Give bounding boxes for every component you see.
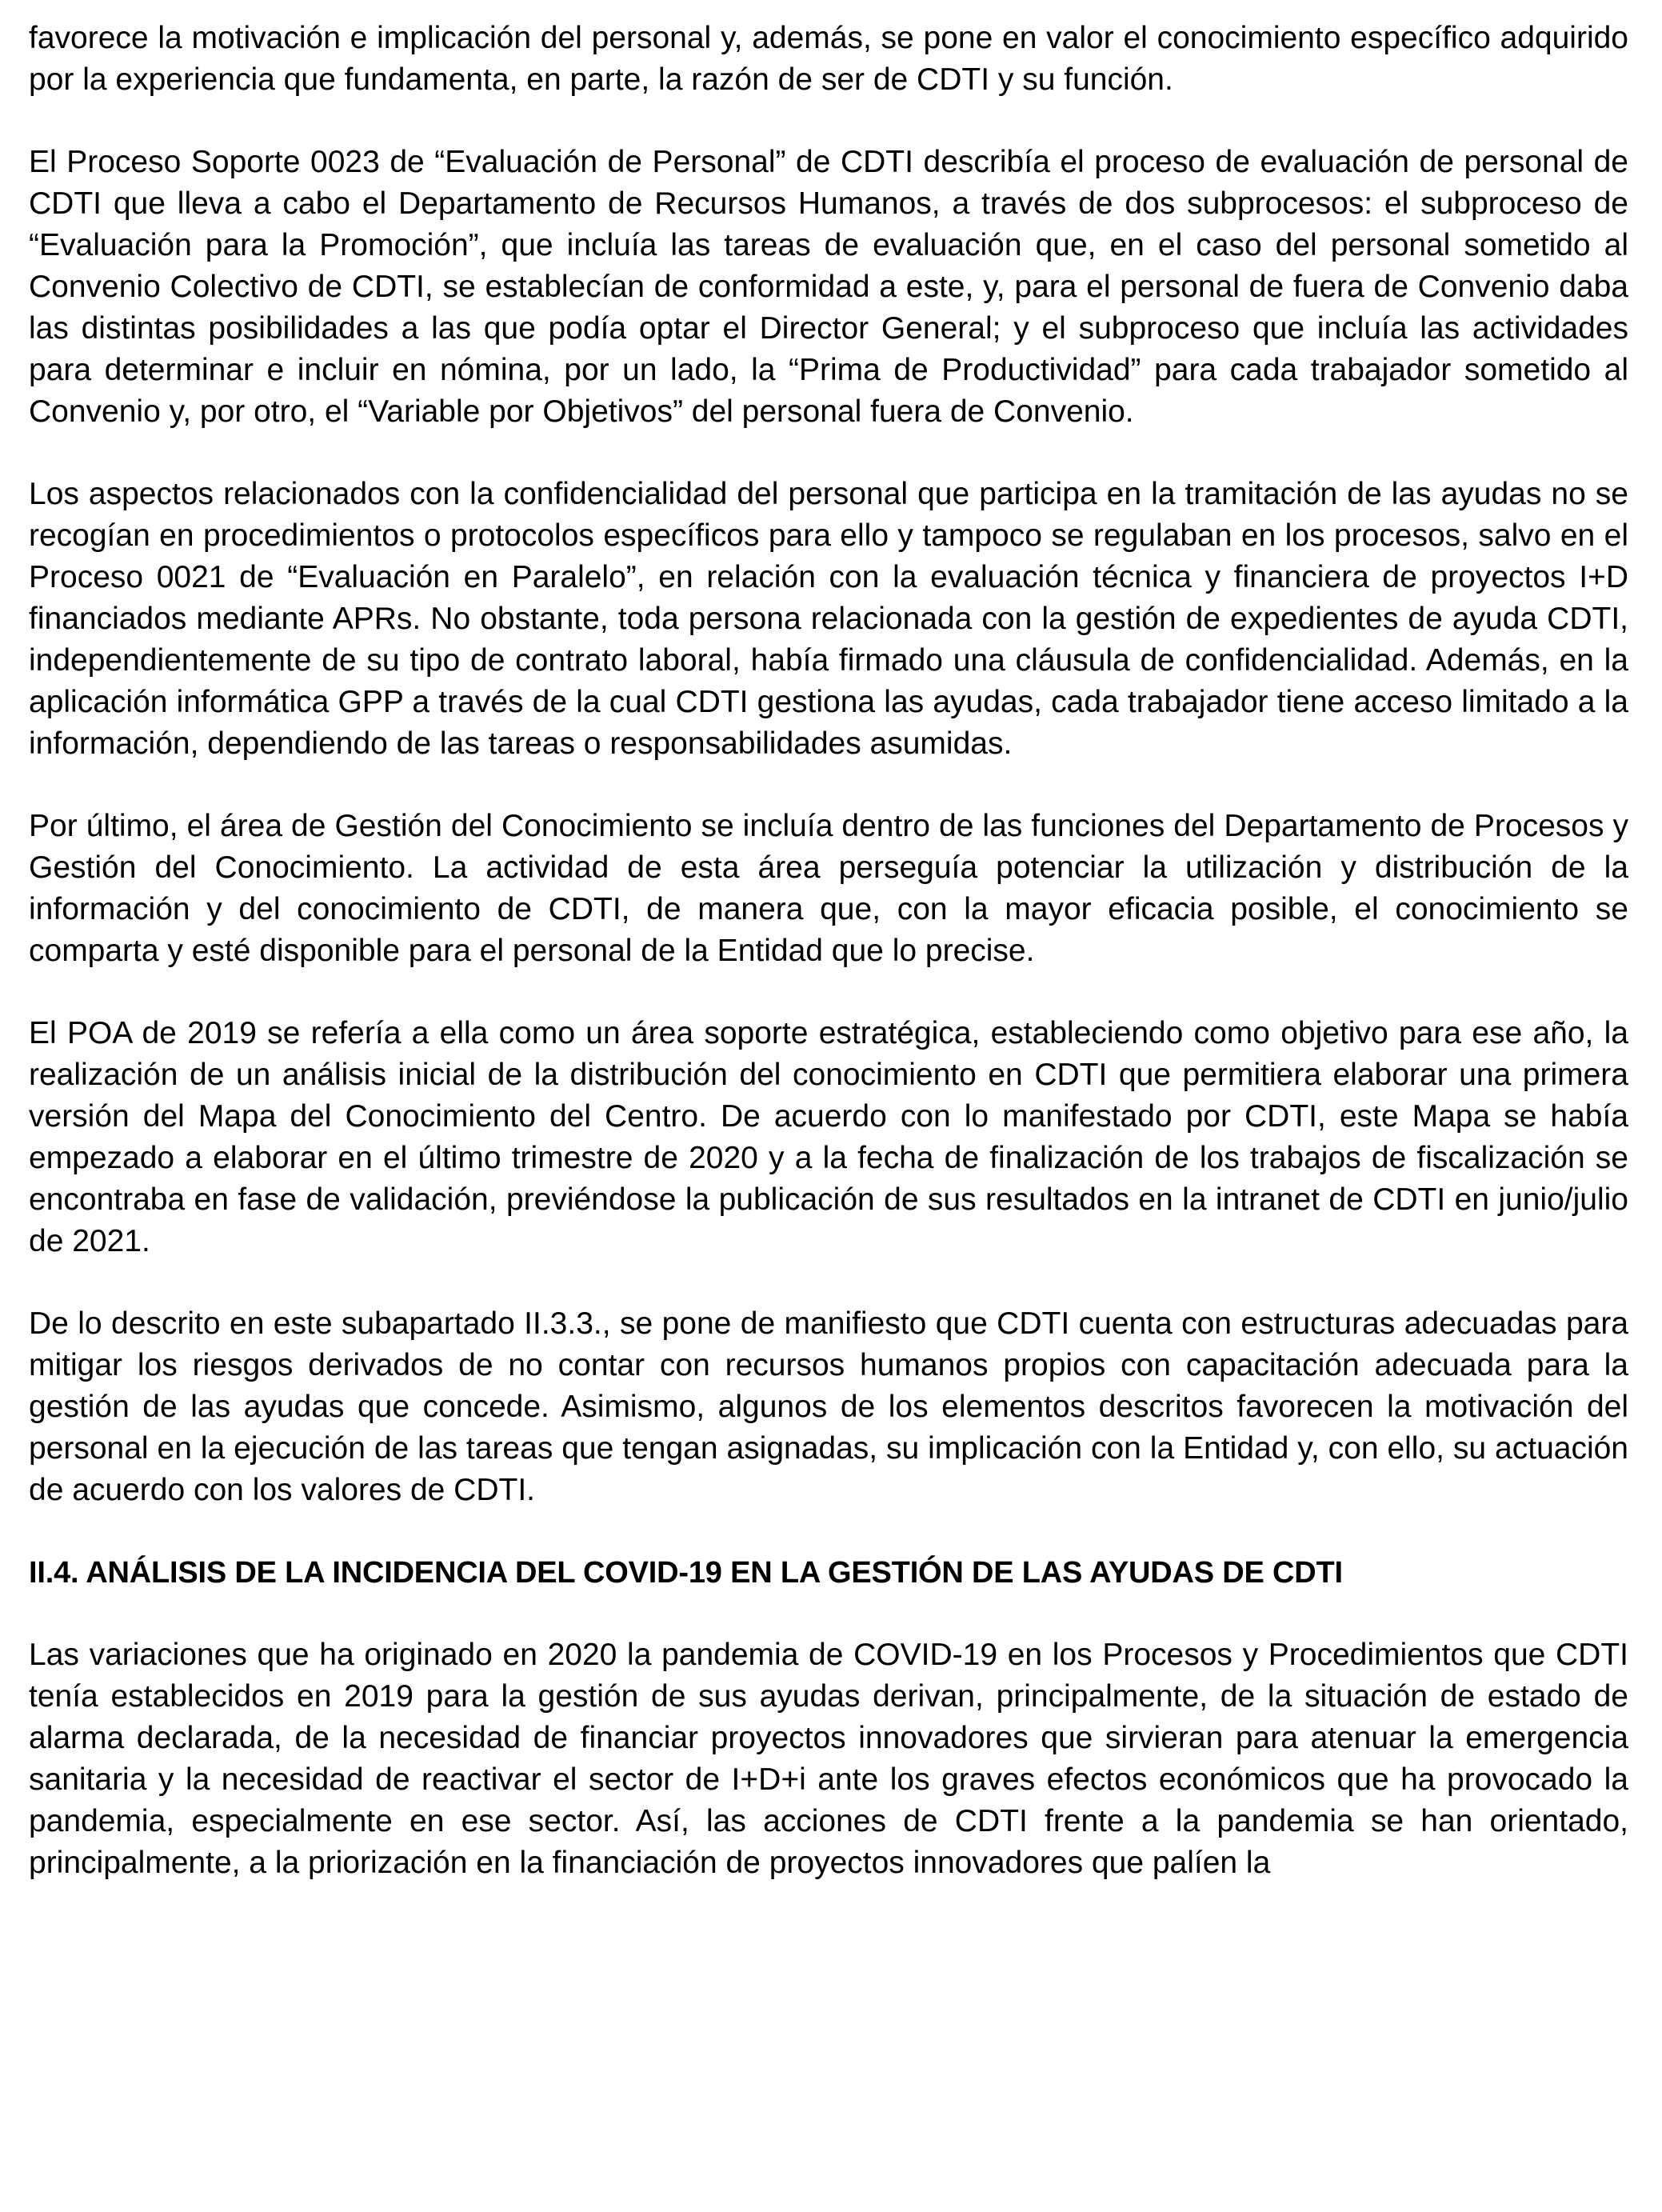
paragraph-confidentiality: Los aspectos relacionados con la confidencialidad del personal que participa en la tramitación de las ayudas no se recogían en procedimientos o protocolos específicos para ello y tampoco se regulaban en los procesos, salvo en el Proceso 0021 de “Evaluación en Paralelo”, en relación con la evaluación técnica y financiera de proyectos I+D financiados mediante APRs. No obstante, toda persona relacionada con la gestión de expedientes de ayuda CDTI, independientemente de su tipo de contrato laboral, había firmado una cláusula de confidencialidad. Además, en la aplicación informática GPP a través de la cual CDTI gestiona las ayudas, cada trabajador tiene acceso limitado a la información, dependiendo de las tareas o responsabilidades asumidas. xyxy=(29,477,1628,761)
paragraph-continuation: favorece la motivación e implicación del personal y, además, se pone en valor el conocimiento específico adquirido por la experiencia que fundamenta, en parte, la razón de ser de CDTI y su función. xyxy=(29,21,1628,97)
paragraph-knowledge-management: Por último, el área de Gestión del Conocimiento se incluía dentro de las funciones del Departamento de Procesos y Gestión del Conocimiento. La actividad de esta área perseguía potenciar la utilización y distribución de la información y del conocimiento de CDTI, de manera que, con la mayor eficacia posible, el conocimiento se comparta y esté disponible para el personal de la Entidad que lo precise. xyxy=(29,809,1628,968)
section-heading: II.4. ANÁLISIS DE LA INCIDENCIA DEL COVID-19 EN LA GESTIÓN DE LAS AYUDAS DE CDTI xyxy=(29,1556,1343,1590)
document-page xyxy=(29,18,1628,1925)
paragraph-evaluation-process: El Proceso Soporte 0023 de “Evaluación de Personal” de CDTI describía el proceso de evaluación de personal de CDTI que lleva a cabo el Departamento de Recursos Humanos, a través de dos subprocesos: el subproceso de “Evaluación para la Promoción”, que incluía las tareas de evaluación que, en el caso del personal sometido al Convenio Colectivo de CDTI, se establecían de conformidad a este, y, para el personal de fuera de Convenio daba las distintas posibilidades a las que podía optar el Director General; y el subproceso que incluía las actividades para determinar e incluir en nómina, por un lado, la “Prima de Productividad” para cada trabajador sometido al Convenio y, por otro, el “Variable por Objetivos” del personal fuera de Convenio. xyxy=(29,145,1628,429)
paragraph-covid-intro: Las variaciones que ha originado en 2020 la pandemia de COVID-19 en los Procesos y Procedimientos que CDTI tenía establecidos en 2019 para la gestión de sus ayudas derivan, principalmente, de la situación de estado de alarma declarada, de la necesidad de financiar proyectos innovadores que sirvieran para atenuar la emergencia sanitaria y la necesidad de reactivar el sector de I+D+i ante los graves efectos económicos que ha provocado la pandemia, especialmente en ese sector. Así, las acciones de CDTI frente a la pandemia se han orientado, principalmente, a la priorización en la financiación de proyectos innovadores que palíen la xyxy=(29,1638,1628,1880)
paragraph-conclusion: De lo descrito en este subapartado II.3.3., se pone de manifiesto que CDTI cuenta con estructuras adecuadas para mitigar los riesgos derivados de no contar con recursos humanos propios con capacitación adecuada para la gestión de las ayudas que concede. Asimismo, algunos de los elementos descritos favorecen la motivación del personal en la ejecución de las tareas que tengan asignadas, su implicación con la Entidad y, con ello, su actuación de acuerdo con los valores de CDTI. xyxy=(29,1306,1628,1507)
paragraph-poa-2019: El POA de 2019 se refería a ella como un área soporte estratégica, estableciendo como objetivo para ese año, la realización de un análisis inicial de la distribución del conocimiento en CDTI que permitiera elaborar una primera versión del Mapa del Conocimiento del Centro. De acuerdo con lo manifestado por CDTI, este Mapa se había empezado a elaborar en el último trimestre de 2020 y a la fecha de finalización de los trabajos de fiscalización se encontraba en fase de validación, previéndose la publicación de sus resultados en la intranet de CDTI en junio/julio de 2021. xyxy=(29,1016,1628,1258)
